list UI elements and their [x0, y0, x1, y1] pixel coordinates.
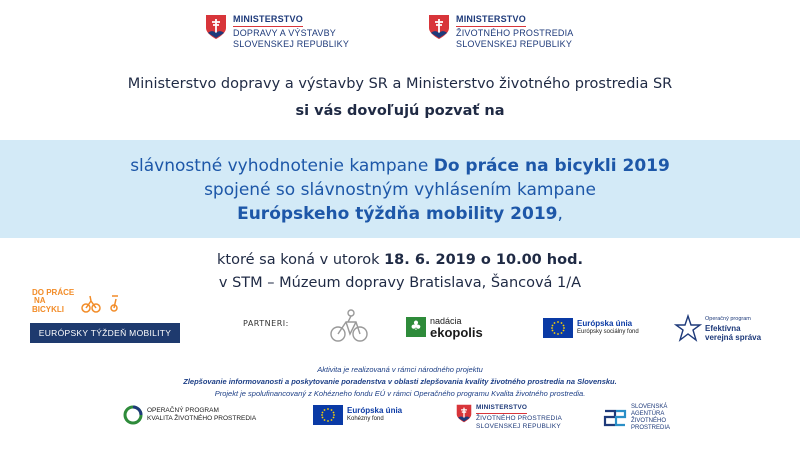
slovak-crest-icon [456, 404, 472, 423]
dpnb-line2: NA [34, 296, 46, 305]
slovak-crest-icon [205, 14, 227, 40]
eu-cohesion-line1: Európska únia [347, 406, 403, 415]
eu-flag-icon [543, 318, 573, 338]
opkzp-line1: OPERAČNÝ PROGRAM [147, 407, 219, 414]
ministry-transport-logo [205, 14, 349, 50]
invitation-hosts: Ministerstvo dopravy a výstavby SR a Ministerstvo životného prostredia SR [127, 76, 673, 92]
eu-cohesion-line2: Kohézny fond [347, 416, 384, 422]
event-date-prefix: ktoré sa koná v utorok [217, 252, 385, 268]
footer-note-2: Zlepšovanie informovanosti a poskytovanie poradenstva v oblasti zlepšovania kvality životného prostredia na Slovensku. [183, 377, 617, 386]
efektivna-verejna-sprava-logo [674, 314, 761, 342]
do-prace-na-bicykli-logo [30, 286, 126, 314]
event-location: v STM – Múzeum dopravy Bratislava, Šancová 1/A [218, 275, 582, 291]
european-mobility-week-logo: EURÓPSKY TÝŽDEŇ MOBILITY [30, 323, 180, 343]
dpnb-line1: DO PRÁCE [32, 288, 75, 297]
eu-social-fund-logo [543, 318, 639, 338]
invitation-invite: si vás dovoľujú pozvať na [295, 103, 505, 119]
leaf-circle-icon [123, 405, 143, 425]
ministry-environment-footer-logo [456, 404, 562, 431]
event-mobility-week: Európskeho týždňa mobility 2019 [237, 204, 558, 224]
event-line-2: spojené so slávnostným vyhlásením kampane [204, 180, 596, 200]
event-campaign-name: Do práce na bicykli 2019 [433, 156, 670, 176]
ministry-footer-line3: SLOVENSKEJ REPUBLIKY [476, 423, 561, 430]
event-date-value: 18. 6. 2019 o 10.00 hod. [384, 252, 583, 268]
footer-note-1: Aktivita je realizovaná v rámci národného projektu [317, 365, 483, 374]
tree-icon: ♣ [406, 317, 426, 337]
sazp-line2: AGENTÚRA [631, 411, 665, 417]
eu-social-line1: Európska únia [577, 319, 633, 328]
star-icon [674, 314, 702, 342]
ekopolis-line2: ekopolis [430, 325, 483, 340]
ministry-transport-line2: DOPRAVY A VÝSTAVBY [233, 28, 336, 38]
cyclist-icon [82, 296, 118, 312]
ekopolis-logo [406, 316, 483, 338]
evs-line1: Efektívna [705, 323, 741, 333]
ministry-footer-line1: MINISTERSTVO [476, 404, 527, 414]
event-line-1 [0, 156, 800, 176]
ministry-environment-line2: ŽIVOTNÉHO PROSTREDIA [456, 28, 574, 38]
sazp-emblem-icon [603, 407, 627, 429]
ministry-environment-line3: SLOVENSKEJ REPUBLIKY [456, 39, 573, 49]
opkzp-line2: KVALITA ŽIVOTNÉHO PROSTREDIA [147, 415, 257, 422]
cyclist-icon [331, 310, 367, 341]
op-kzp-logo [123, 405, 256, 425]
eu-flag-icon [313, 405, 343, 425]
partners-label: PARTNERI: [243, 319, 289, 328]
ministry-environment-logo [428, 14, 574, 50]
eu-cohesion-fund-logo [313, 405, 402, 425]
ministry-transport-line1: MINISTERSTVO [233, 14, 303, 27]
sazp-line1: SLOVENSKÁ [631, 404, 668, 410]
evs-line2: verejná správa [705, 332, 762, 342]
event-line3-suffix: , [557, 204, 563, 224]
footer-note-3: Projekt je spolufinancovaný z Kohézneho fondu EÚ v rámci Operačného programu Kvalita životného prostredia. [214, 389, 586, 398]
sazp-line3: ŽIVOTNÉHO [631, 418, 667, 424]
sazp-line4: PROSTREDIA [631, 425, 671, 431]
ministry-environment-line1: MINISTERSTVO [456, 14, 526, 27]
evs-line0: Operačný program [705, 315, 751, 322]
event-date [0, 252, 800, 268]
slovak-crest-icon [428, 14, 450, 40]
ministry-footer-line2: ŽIVOTNÉHO PROSTREDIA [476, 415, 562, 422]
event-line1-prefix: slávnostné vyhodnotenie kampane [130, 156, 434, 176]
bicycle-partner-logo [326, 308, 372, 344]
sazp-logo [603, 404, 670, 432]
event-line-3 [0, 204, 800, 224]
dpnb-line3: BICYKLI [32, 305, 64, 314]
event-band [0, 140, 800, 238]
ekopolis-line1: nadácia [430, 316, 462, 326]
eu-social-line2: Európsky sociálny fond [577, 329, 639, 335]
ministry-transport-line3: SLOVENSKEJ REPUBLIKY [233, 39, 350, 49]
